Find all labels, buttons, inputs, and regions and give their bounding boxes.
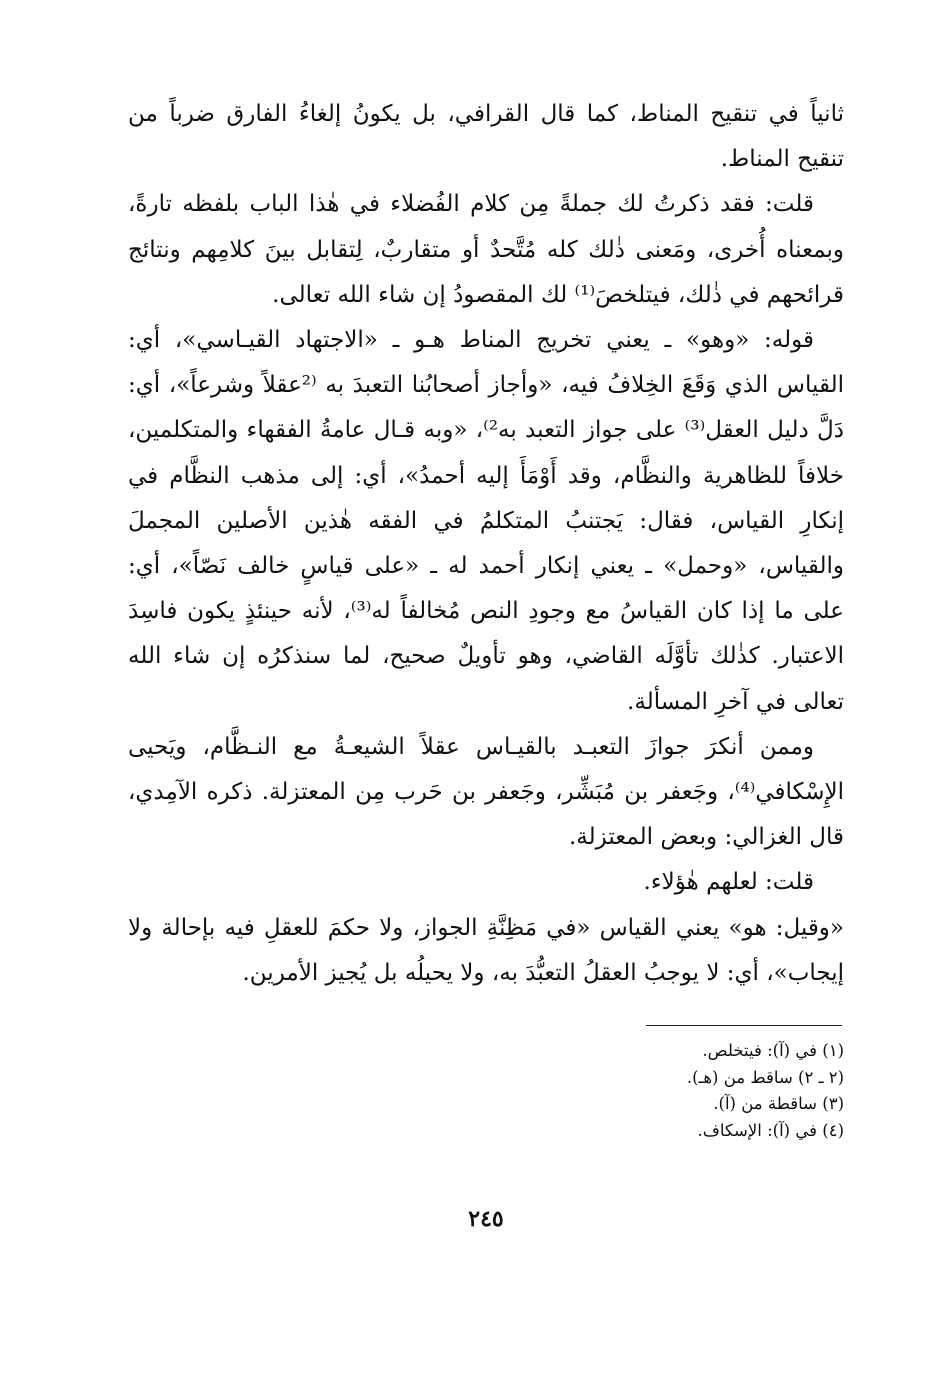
footnote: (٤) في (آ): الإسكاف. — [697, 1120, 844, 1140]
footnote-divider — [646, 1025, 842, 1026]
paragraph: قلت: فقد ذكرتُ لك جملةً مِن كلام الفُضلاء في هٰذا الباب بلفظه تارةً، وبمعناه أُخرى، ومَعنى ذٰلك كله مُتَّحدٌ أو متقاربٌ، لِتقابل بينَ كلامِهم ونتائج قرائحهم في ذٰلك، فيتلخصَ⁽¹⁾ لك المقصودُ إن شاء الله تعالى. — [128, 191, 844, 308]
paragraph: «وقيل: هو» يعني القياس «في مَظِنَّةِ الجواز، ولا حكمَ للعقلِ فيه بإحالة ولا إيجاب»، أي: لا يوجبُ العقلُ التعبُّدَ به، ولا يحيلُه بل يُجيز الأمرين. — [128, 914, 844, 986]
paragraph: ثانياً في تنقيح المناط، كما قال القرافي، بل يكونُ إلغاءُ الفارق ضرباً من تنقيح المناط. — [128, 101, 844, 173]
page — [128, 92, 844, 1292]
footnote: (١) في (آ): فيتخلص. — [702, 1041, 844, 1060]
paragraph: وممن أنكرَ جوازَ التعبـد بالقيـاس عقلاً الشيعـةُ مع النـظَّام، ويَحيى الإِسْكافي⁽⁴⁾، وجَعفر بن مُبَشِّر، وجَعفر بن حَرب مِن المعتزلة. ذكره الآمِدي، قال الغزالي: وبعض المعتزلة. — [128, 733, 844, 851]
footnotes — [128, 1038, 844, 1144]
footnote: (٣) ساقطة من (آ). — [713, 1094, 844, 1113]
main-text — [128, 92, 844, 996]
paragraph: قلت: لعلهم هٰؤلاء. — [643, 869, 814, 896]
page-number: ٢٤٥ — [468, 1206, 504, 1232]
paragraph: قوله: «وهو» ـ يعني تخريج المناط هـو ـ «الاجتهاد القيـاسي»، أي: القياس الذي وَقَعَ الخِلافُ فيه، «وأجاز أصحابُنا التعبدَ به ⁽²عقلاً وشرعاً»، أي: دَلَّ دليل العقل⁽³⁾ على جواز التعبد به²⁾، «وبه قـال عامةُ الفقهاء والمتكلمين، خلافاً للظاهرية والنظَّام، وقد أَوْمَأَ إليه أحمدُ»، أي: إلى مذهب النظَّام في إنكارِ القياس، فقال: يَجتنبُ المتكلمُ في الفقه هٰذين الأصلين المجملَ والقياس، «وحمل» ـ يعني إنكار أحمد له ـ «على قياسٍ خالف نَصّاً»، أي: على ما إذا كان القياسُ مع وجودِ النص مُخالفاً له⁽³⁾، لأنه حينئذٍ يكون فاسِدَ الاعتبار. كذٰلك تأوَّلَه القاضي، وهو تأويلٌ صحيح، لما سنذكرُه إن شاء الله تعالى في آخرِ المسألة. — [128, 327, 845, 715]
footnote: (٢ ـ ٢) ساقط من (هـ). — [686, 1067, 844, 1087]
